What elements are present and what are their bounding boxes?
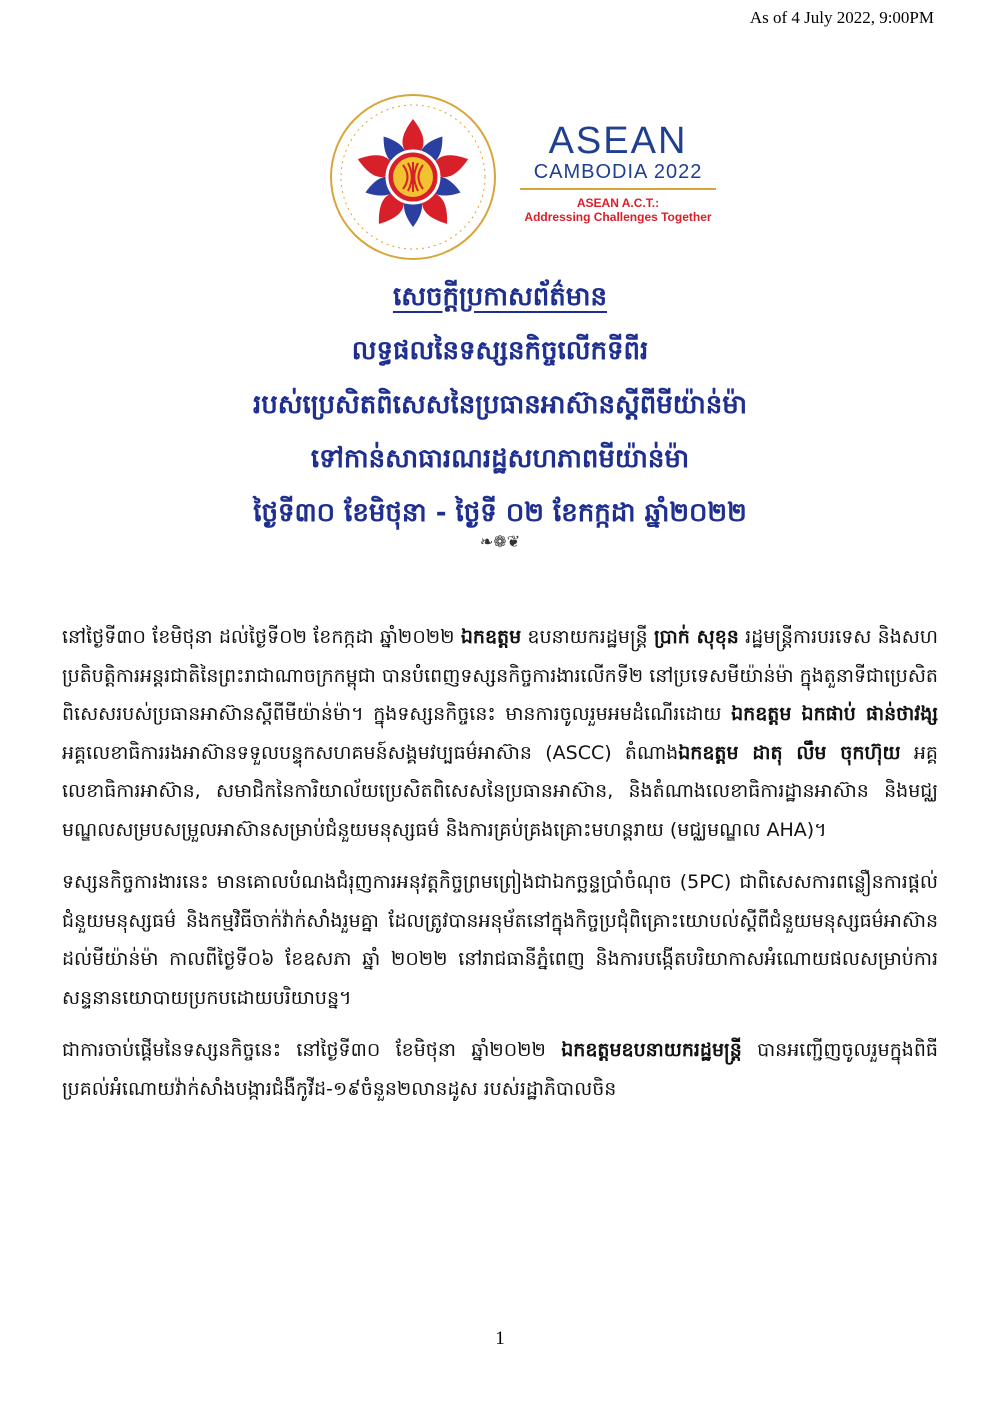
document-date-line: ថ្ងៃទី៣០ ខែមិថុនា - ថ្ងៃទី ០២ ខែកក្កដា ឆ្នាំ២០២២ bbox=[253, 498, 747, 528]
document-subtitle-2: របស់ប្រេសិតពិសេសនៃប្រធានអាស៊ានស្តីពីមីយ៉ាន់ម៉ា bbox=[252, 390, 748, 420]
paragraph-text: រដ្ឋមន្ត្រីការបរទេស និងសហប្រតិបត្តិការអន្តរជាតិនៃព្រះរាជាណាចក្រកម្ពុជា បានបំពេញទស្សនកិច្ចការងារលើកទី២ នៅប្រទេសមីយ៉ាន់ម៉ា ក្នុងតួនាទីជាប្រេសិតពិសេសរបស់ប្រធានអាស៊ានស្តីពីមីយ៉ាន់ម៉ា។ ក្នុងទស្សនកិច្ចនេះ មានការចូលរួមអមដំណើរដោយ bbox=[62, 626, 938, 725]
paragraph-text: នៅថ្ងៃទី៣០ ខែមិថុនា ដល់ថ្ងៃទី០២ ខែកក្កដា ឆ្នាំ២០២២ bbox=[62, 626, 461, 648]
asean-cambodia-logo bbox=[328, 92, 718, 262]
brand-divider bbox=[520, 188, 716, 190]
page-number: 1 bbox=[495, 1328, 505, 1349]
paragraph-text: ជាការចាប់ផ្តើមនៃទស្សនកិច្ចនេះ នៅថ្ងៃទី៣០ ខែមិថុនា ឆ្នាំ២០២២ bbox=[62, 1039, 562, 1061]
person-title: ឯកឧត្តមឧបនាយករដ្ឋមន្ត្រី bbox=[561, 1039, 742, 1061]
paragraph-text: អគ្គលេខាធិការអាស៊ាន, សមាជិកនៃការិយាល័យប្រេសិតពិសេសនៃប្រធានអាស៊ាន, និងតំណាងលេខាធិការដ្ឋានអាស៊ាន និងមជ្ឈមណ្ឌលសម្របសម្រួលអាស៊ានសម្រាប់ជំនួយមនុស្សធម៌ និងការគ្រប់គ្រងគ្រោះមហន្តរាយ (មជ្ឈមណ្ឌល AHA)។ bbox=[62, 741, 938, 841]
paragraph-2: ទស្សនកិច្ចការងារនេះ មានគោលបំណងជំរុញការអនុវត្តកិច្ចព្រមព្រៀងជាឯកច្ឆន្ទប្រាំចំណុច (5PC) ជាពិសេសការពន្លឿនការផ្តល់ជំនួយមនុស្សធម៌ និងកម្មវិធីចាក់វ៉ាក់សាំងរួមគ្នា ដែលត្រូវបានអនុម័តនៅក្នុងកិច្ចប្រជុំពិគ្រោះយោបល់ស្តីពីជំនួយមនុស្សធម៌អាស៊ានដល់មីយ៉ាន់ម៉ា កាលពីថ្ងៃទី០៦ ខែឧសភា ឆ្នាំ ២០២២ នៅរាជធានីភ្នំពេញ និងការបង្កើតបរិយាកាសអំណោយផលសម្រាប់ការសន្ទនានយោបាយប្រកបដោយបរិយាបន្ន។ bbox=[62, 871, 938, 1009]
paragraph-3 bbox=[62, 1031, 938, 1108]
document-subtitle-1: លទ្ធផលនៃទស្សនកិច្ចលើកទីពីរ bbox=[351, 336, 649, 366]
brand-tagline-1: ASEAN A.C.T.: bbox=[576, 196, 660, 210]
brand-line-1: ASEAN bbox=[548, 120, 688, 162]
document-subtitle-3: ទៅកាន់សាធារណរដ្ឋសហភាពមីយ៉ាន់ម៉ា bbox=[310, 444, 690, 474]
paragraph-text: អគ្គលេខាធិការរងអាស៊ានទទួលបន្ទុកសហគមន៍សង្គមវប្បធម៌អាស៊ាន (ASCC) តំណាង bbox=[62, 741, 679, 764]
ornament-divider: ❧❁❦ bbox=[479, 532, 521, 551]
paragraph-1 bbox=[62, 618, 938, 849]
paragraph-text: បានអញ្ជើញចូលរួមក្នុងពិធីប្រគល់អំណោយវ៉ាក់សាំងបង្ការជំងឺកូវីដ-១៩ចំនួន២លានដូស របស់រដ្ឋាភិបាលចិន bbox=[62, 1039, 938, 1100]
document-title-block bbox=[60, 270, 940, 540]
person-name: ឯកឧត្តម ដាតុ លឹម ចុកហ៊ុយ bbox=[678, 741, 901, 764]
document-body bbox=[62, 618, 938, 1122]
person-name: ប្រាក់ សុខុន bbox=[653, 626, 739, 648]
timestamp: As of 4 July 2022, 9:00PM bbox=[749, 8, 934, 27]
brand-tagline-2: Addressing Challenges Together bbox=[524, 210, 712, 224]
paragraph-text: ឧបនាយករដ្ឋមន្ត្រី bbox=[521, 626, 654, 648]
brand-line-2: CAMBODIA 2022 bbox=[533, 161, 703, 183]
asean-lotus-emblem-icon bbox=[328, 92, 498, 262]
document-title: សេចក្ដីប្រកាសព័ត៌មាន bbox=[392, 282, 608, 312]
person-name: ឯកឧត្តម ឯកផាប់ ផាន់ថាវង្ស bbox=[731, 703, 938, 725]
honorific-text: ឯកឧត្តម bbox=[460, 626, 522, 648]
